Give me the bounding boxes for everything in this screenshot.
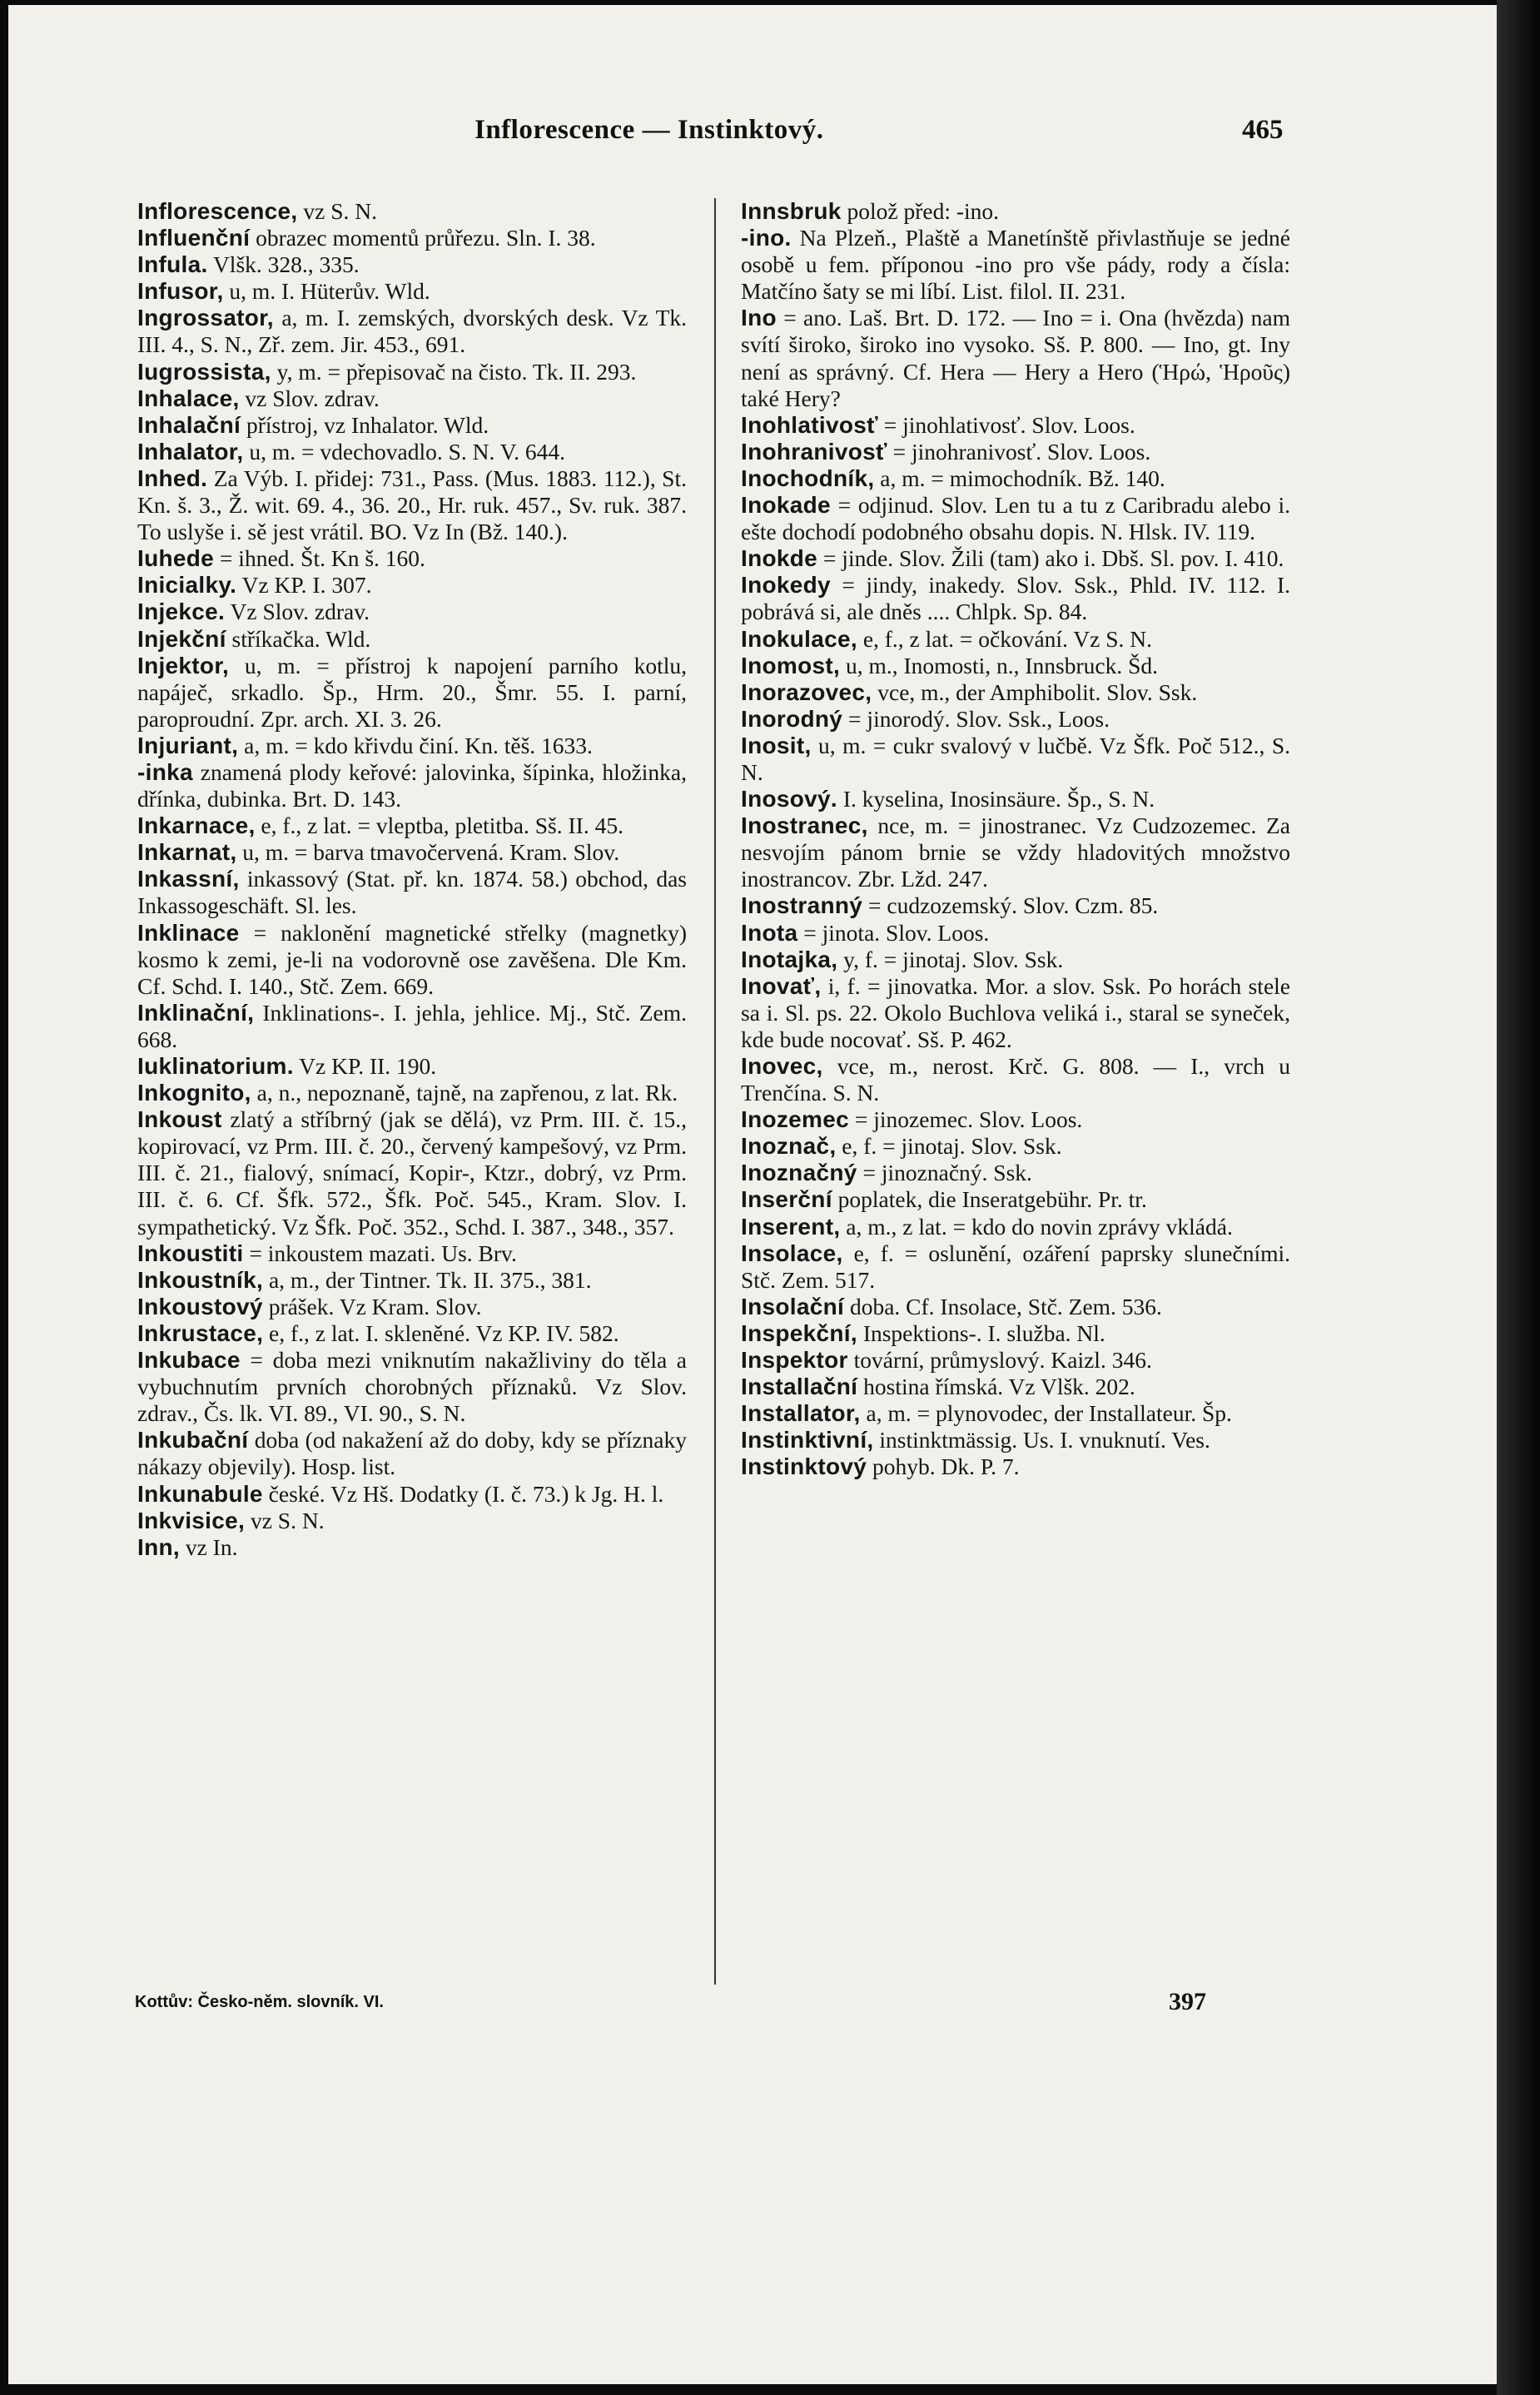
entry-definition: Inspektions-. I. služba. Nl. bbox=[862, 1319, 1105, 1346]
dictionary-entry bbox=[741, 1320, 1290, 1347]
dictionary-entry bbox=[741, 973, 1290, 1053]
entry-headword: Inhalace, bbox=[137, 385, 240, 411]
entry-headword: Inkarnat, bbox=[137, 839, 237, 866]
dictionary-entry bbox=[741, 1374, 1290, 1400]
entry-headword: Inn, bbox=[137, 1533, 180, 1560]
dictionary-entry bbox=[741, 679, 1290, 706]
entry-definition: zlatý a stříbrný (jak se dělá), vz Prm. III. č. 15., kopirovací, vz Prm. III. č. 20., červený kampešový, vz Prm. III. č. 21., fialový, snímací, Kopir-, Ktzr., dobrý, vz Prm. III. č. 6. Cf. Šfk. 572., Šfk. Poč. 545., Kram. Slov. I. sympathetický. Vz Šfk. Poč. 352., Schd. I. 387., 348., 357. bbox=[137, 1106, 688, 1240]
entry-headword: Inklinační, bbox=[137, 999, 255, 1026]
dictionary-entry bbox=[137, 1294, 687, 1320]
entry-headword: Inserční bbox=[741, 1186, 832, 1213]
entry-headword: Inkrustace, bbox=[137, 1319, 264, 1346]
entry-definition: = jinohranivosť. Slov. Loos. bbox=[892, 438, 1151, 465]
entry-definition: u, m. = cukr svalový v lučbě. Vz Šfk. Poč 512., S. N. bbox=[741, 732, 1290, 785]
entry-headword: Inorodný bbox=[741, 705, 843, 732]
entry-headword: Inkubační bbox=[137, 1427, 249, 1453]
entry-definition: vce, m., der Amphibolit. Slov. Ssk. bbox=[877, 678, 1198, 705]
entry-definition: a, m. = plynovodec, der Installateur. Šp. bbox=[866, 1400, 1232, 1427]
entry-definition: = jinohlativosť. Slov. Loos. bbox=[883, 411, 1135, 438]
entry-definition: u, m., Inomosti, n., Innsbruck. Šd. bbox=[845, 652, 1159, 678]
dictionary-entry bbox=[137, 1534, 687, 1561]
dictionary-entry bbox=[137, 385, 687, 412]
entry-definition: polož před: -ino. bbox=[847, 198, 1000, 224]
entry-definition: a, m., der Tintner. Tk. II. 375., 381. bbox=[268, 1266, 592, 1293]
dictionary-entry bbox=[137, 1481, 687, 1508]
scanned-page bbox=[8, 5, 1497, 2384]
header-title: Inflorescence — Instinktový. bbox=[474, 115, 824, 145]
entry-headword: Infula. bbox=[137, 251, 208, 278]
entry-headword: Inkoust bbox=[137, 1106, 222, 1133]
entry-headword: Iuhede bbox=[137, 545, 215, 572]
entry-headword: Injektor, bbox=[137, 652, 230, 678]
entry-headword: Inkvisice, bbox=[137, 1507, 246, 1533]
entry-headword: Inicialky. bbox=[137, 572, 237, 599]
entry-headword: Inosový. bbox=[741, 786, 837, 812]
entry-definition: doba. Cf. Insolace, Stč. Zem. 536. bbox=[849, 1293, 1162, 1319]
entry-headword: Influenční bbox=[137, 225, 251, 251]
entry-definition: Vz KP. II. 190. bbox=[299, 1053, 437, 1079]
entry-headword: Inohlativosť bbox=[741, 411, 878, 438]
entry-definition: tovární, průmyslový. Kaizl. 346. bbox=[853, 1347, 1152, 1374]
entry-definition: stříkačka. Wld. bbox=[231, 625, 371, 652]
entry-headword: Inokde bbox=[741, 545, 818, 572]
dictionary-entry bbox=[137, 759, 687, 812]
dictionary-entry bbox=[137, 251, 687, 278]
entry-definition: prášek. Vz Kram. Slov. bbox=[268, 1293, 482, 1319]
dictionary-entry bbox=[741, 492, 1290, 545]
dictionary-entry bbox=[137, 465, 687, 545]
dictionary-entry bbox=[741, 626, 1290, 653]
entry-definition: e, f. = oslunění, ozáření paprsky slunečními. Stč. Zem. 517. bbox=[741, 1240, 1291, 1293]
entry-headword: Iuklinatorium. bbox=[137, 1053, 294, 1079]
entry-definition: e, f., z lat. = očkování. Vz S. N. bbox=[862, 625, 1153, 652]
entry-definition: u, m. I. Hüterův. Wld. bbox=[229, 278, 430, 305]
dictionary-entry bbox=[137, 198, 687, 225]
dictionary-entry bbox=[137, 1347, 687, 1427]
dictionary-entry bbox=[741, 733, 1290, 786]
dictionary-entry bbox=[741, 305, 1290, 411]
entry-headword: Inserent, bbox=[741, 1213, 841, 1240]
entry-headword: Inkubace bbox=[137, 1347, 241, 1374]
entry-definition: vz In. bbox=[185, 1533, 238, 1560]
dictionary-entry bbox=[741, 465, 1290, 492]
dictionary-entry bbox=[741, 892, 1290, 919]
entry-definition: u, m. = barva tmavočervená. Kram. Slov. bbox=[242, 839, 620, 866]
entry-headword: Inorazovec, bbox=[741, 678, 872, 705]
dictionary-entry bbox=[741, 786, 1290, 812]
entry-headword: Inoznačný bbox=[741, 1160, 857, 1186]
entry-headword: Inhalator, bbox=[137, 438, 244, 465]
dictionary-entry bbox=[741, 1294, 1290, 1320]
entry-definition: = jinoznačný. Ssk. bbox=[862, 1160, 1032, 1186]
entry-headword: Installator, bbox=[741, 1400, 861, 1427]
entry-definition: Na Plzeň., Plaště a Manetínště přivlastňuje se jedné osobě u fem. příponou -ino pro vše pády, rody a čísla: Matčíno šaty se mi líbí. List. filol. II. 231. bbox=[741, 225, 1290, 305]
entry-headword: Insolační bbox=[741, 1293, 845, 1319]
dictionary-entry bbox=[137, 305, 687, 358]
entry-headword: Injekce. bbox=[137, 599, 226, 625]
entry-headword: Inkognito, bbox=[137, 1080, 251, 1106]
sheet-number: 397 bbox=[1169, 1988, 1206, 2015]
dictionary-entry bbox=[741, 947, 1290, 973]
entry-headword: Inota bbox=[741, 919, 798, 946]
dictionary-entry bbox=[741, 920, 1290, 947]
entry-definition: a, m. = mimochodník. Bž. 140. bbox=[880, 465, 1165, 491]
entry-definition: = cudzozemský. Slov. Czm. 85. bbox=[868, 892, 1159, 919]
entry-headword: Insolace, bbox=[741, 1240, 843, 1266]
entry-definition: = naklonění magnetické střelky (magnetky) kosmo k zemi, je-li na vodorovně ose zavěšena. Dle Km. Cf. Schd. I. 140., Stč. Zem. 669. bbox=[137, 919, 687, 999]
dictionary-entry bbox=[137, 1080, 687, 1106]
dictionary-entry bbox=[137, 653, 687, 733]
dictionary-entry bbox=[741, 1133, 1290, 1160]
entry-definition: nce, m. = jinostranec. Vz Cudzozemec. Za nesvojím pánom brnie se vždy hladovitých množstvo inostrancov. Zbr. Lžd. 247. bbox=[741, 812, 1291, 892]
entry-definition: = doba mezi vniknutím nakažliviny do těla a vybuchnutím prvních chorobných příznaků. Vz Slov. zdrav., Čs. lk. VI. 89., VI. 90., S. N. bbox=[137, 1347, 688, 1427]
entry-headword: Inosit, bbox=[741, 732, 812, 758]
page-number: 465 bbox=[1242, 115, 1284, 145]
entry-definition: Vlšk. 328., 335. bbox=[212, 251, 360, 278]
dictionary-entry bbox=[137, 412, 687, 439]
dictionary-entry bbox=[137, 812, 687, 839]
dictionary-entry bbox=[741, 653, 1290, 679]
entry-headword: Inotajka, bbox=[741, 946, 838, 972]
entry-definition: = ihned. Št. Kn š. 160. bbox=[219, 545, 425, 572]
dictionary-entry bbox=[741, 198, 1290, 225]
entry-definition: u, m. = přístroj k napojení parního kotlu, napáječ, srkadlo. Šp., Hrm. 20., Šmr. 55. I. parní, paroproudní. Zpr. arch. XI. 3. 26. bbox=[137, 652, 687, 732]
entry-definition: Vz Slov. zdrav. bbox=[230, 599, 370, 625]
entry-headword: Inochodník, bbox=[741, 465, 875, 491]
dictionary-entry bbox=[137, 1320, 687, 1347]
entry-headword: Ingrossator, bbox=[137, 305, 274, 331]
dictionary-entry bbox=[137, 278, 687, 305]
running-header bbox=[8, 115, 1497, 157]
entry-headword: Inkoustiti bbox=[137, 1240, 244, 1266]
entry-definition: a, m., z lat. = kdo do novin zprávy vkládá. bbox=[846, 1213, 1233, 1240]
entry-definition: = jindy, inakedy. Slov. Ssk., Phld. IV. 112. I. pobrává si, ale dněs .... Chlpk. Sp. 84. bbox=[741, 572, 1291, 625]
entry-headword: Ino bbox=[741, 305, 777, 331]
entry-definition: u, m. = vdechovadlo. S. N. V. 644. bbox=[249, 438, 565, 465]
entry-headword: Inspekční, bbox=[741, 1319, 857, 1346]
dictionary-entry bbox=[741, 412, 1290, 439]
dictionary-entry bbox=[741, 572, 1290, 625]
dictionary-entry bbox=[137, 1053, 687, 1080]
dictionary-entry bbox=[137, 1427, 687, 1480]
entry-definition: přístroj, vz Inhalator. Wld. bbox=[246, 411, 489, 438]
dictionary-entry bbox=[137, 359, 687, 385]
dictionary-entry bbox=[137, 572, 687, 599]
right-column bbox=[741, 198, 1290, 1481]
dictionary-entry bbox=[137, 839, 687, 866]
dictionary-entry bbox=[137, 1240, 687, 1267]
entry-definition: e, f. = jinotaj. Slov. Ssk. bbox=[842, 1133, 1062, 1160]
dictionary-entry bbox=[137, 1508, 687, 1534]
entry-definition: pohyb. Dk. P. 7. bbox=[872, 1453, 1020, 1480]
dictionary-entry bbox=[741, 1214, 1290, 1240]
entry-definition: doba (od nakažení až do doby, kdy se příznaky nákazy objevily). Hosp. list. bbox=[137, 1427, 688, 1480]
entry-headword: Inostranec, bbox=[741, 812, 868, 839]
entry-definition: = jinorodý. Slov. Ssk., Loos. bbox=[848, 705, 1110, 732]
entry-headword: Inomost, bbox=[741, 652, 841, 678]
entry-headword: -inka bbox=[137, 758, 193, 785]
entry-definition: i, f. = jinovatka. Mor. a slov. Ssk. Po horách stele sa i. Sl. ps. 22. Okolo Buchlova veliká i., staral se syneček, kde bude nocovať. Sš. P. 462. bbox=[741, 972, 1291, 1052]
dictionary-entry bbox=[137, 225, 687, 251]
entry-definition: = jinde. Slov. Žili (tam) ako i. Dbš. Sl. pov. I. 410. bbox=[822, 545, 1284, 572]
entry-headword: Inovať, bbox=[741, 972, 822, 999]
entry-headword: Inohranivosť bbox=[741, 438, 887, 465]
entry-definition: české. Vz Hš. Dodatky (I. č. 73.) k Jg. H. l. bbox=[268, 1480, 664, 1507]
entry-definition: = ano. Laš. Brt. D. 172. — Ino = i. Ona (hvězda) nam svítí široko, široko ino vysoko. Sš. P. 800. — Ino, gt. Iny není as správný. Cf. Hera — Hery a Hero (Ἡρώ, Ἡροῦς) také Hery? bbox=[741, 305, 1290, 411]
entry-headword: Inokade bbox=[741, 492, 831, 519]
entry-definition: vce, m., nerost. Krč. G. 808. — I., vrch u Trenčína. S. N. bbox=[741, 1053, 1290, 1106]
dictionary-entry bbox=[137, 1000, 687, 1053]
dictionary-entry bbox=[741, 545, 1290, 572]
entry-headword: Inovec, bbox=[741, 1053, 823, 1079]
entry-headword: Inostranný bbox=[741, 892, 863, 919]
entry-definition: poplatek, die Inseratgebühr. Pr. tr. bbox=[837, 1186, 1147, 1213]
dictionary-entry bbox=[137, 599, 687, 625]
dictionary-entry bbox=[137, 626, 687, 653]
entry-headword: Instinktivní, bbox=[741, 1427, 874, 1453]
entry-definition: hostina římská. Vz Vlšk. 202. bbox=[863, 1374, 1135, 1400]
dictionary-entry bbox=[137, 1106, 687, 1240]
dictionary-entry bbox=[741, 706, 1290, 733]
entry-definition: e, f., z lat. = vleptba, pletitba. Sš. II. 45. bbox=[261, 812, 623, 839]
entry-definition: Inklinations-. I. jehla, jehlice. Mj., Stč. Zem. 668. bbox=[137, 999, 687, 1052]
entry-definition: = odjinud. Slov. Len tu a tu z Caribradu alebo i. ešte dochodí podobného obsahu dopis. N. Hlsk. IV. 119. bbox=[741, 492, 1290, 545]
entry-headword: Inspektor bbox=[741, 1347, 848, 1374]
entry-definition: Vz KP. I. 307. bbox=[241, 572, 372, 599]
dictionary-entry bbox=[741, 1400, 1290, 1427]
dictionary-entry bbox=[741, 812, 1290, 892]
entry-headword: Inkarnace, bbox=[137, 812, 256, 839]
dictionary-entry bbox=[137, 1267, 687, 1294]
entry-headword: Inkunabule bbox=[137, 1480, 263, 1507]
dictionary-entry bbox=[137, 545, 687, 572]
entry-definition: e, f., z lat. I. skleněné. Vz KP. IV. 582. bbox=[269, 1319, 619, 1346]
entry-definition: a, n., nepoznaně, tajně, na zapřenou, z lat. Rk. bbox=[256, 1080, 678, 1106]
dictionary-entry bbox=[741, 1053, 1290, 1106]
entry-definition: a, m. = kdo křivdu činí. Kn. těš. 1633. bbox=[244, 732, 593, 758]
entry-definition: = inkoustem mazati. Us. Brv. bbox=[249, 1240, 517, 1266]
entry-headword: Inkoustový bbox=[137, 1293, 263, 1319]
entry-headword: Inkoustník, bbox=[137, 1266, 264, 1293]
entry-definition: vz S. N. bbox=[303, 198, 378, 224]
entry-headword: -ino. bbox=[741, 225, 792, 251]
entry-headword: Inhalační bbox=[137, 411, 241, 438]
dictionary-entry bbox=[137, 439, 687, 465]
dictionary-entry bbox=[741, 1186, 1290, 1213]
entry-definition: I. kyselina, Inosinsäure. Šp., S. N. bbox=[842, 786, 1155, 812]
entry-definition: instinktmässig. Us. I. vnuknutí. Ves. bbox=[879, 1427, 1210, 1453]
entry-definition: a, m. I. zemských, dvorských desk. Vz Tk. III. 4., S. N., Zř. zem. Jir. 453., 691. bbox=[137, 305, 688, 358]
dictionary-entry bbox=[137, 733, 687, 759]
printer-signature: Kottův: Česko-něm. slovník. VI. bbox=[135, 1993, 384, 2011]
entry-headword: Innsbruk bbox=[741, 198, 842, 224]
entry-headword: Injekční bbox=[137, 625, 226, 652]
dictionary-entry bbox=[137, 866, 687, 919]
entry-headword: Inokedy bbox=[741, 572, 831, 599]
entry-headword: Inflorescence, bbox=[137, 198, 298, 224]
entry-definition: = jinozemec. Slov. Loos. bbox=[854, 1106, 1083, 1133]
entry-headword: Inozemec bbox=[741, 1106, 849, 1133]
dictionary-entry bbox=[741, 1106, 1290, 1133]
dictionary-entry bbox=[741, 1453, 1290, 1480]
dictionary-entry bbox=[137, 920, 687, 1000]
entry-definition: vz S. N. bbox=[250, 1507, 325, 1533]
entry-definition: Za Výb. I. přidej: 731., Pass. (Mus. 1883. 112.), St. Kn. š. 3., Ž. wit. 69. 4., 36. 20., Hr. ruk. 457., Sv. ruk. 387. To uslyše i. sě jest vrátil. BO. Vz In (Bž. 140.). bbox=[137, 465, 687, 545]
dictionary-entry bbox=[741, 1160, 1290, 1186]
entry-headword: Inkassní, bbox=[137, 866, 240, 892]
entry-headword: Inoznač, bbox=[741, 1133, 837, 1160]
left-column bbox=[137, 198, 687, 1561]
entry-definition: znamená plody keřové: jalovinka, šípinka, hložinka, dřínka, dubinka. Brt. D. 143. bbox=[137, 758, 687, 812]
book-binding-edge bbox=[1497, 0, 1540, 2395]
dictionary-entry bbox=[741, 1347, 1290, 1374]
entry-headword: Instinktový bbox=[741, 1453, 867, 1480]
dictionary-entry bbox=[741, 1240, 1290, 1294]
entry-headword: Installační bbox=[741, 1374, 858, 1400]
entry-definition: y, f. = jinotaj. Slov. Ssk. bbox=[843, 946, 1064, 972]
dictionary-entry bbox=[741, 225, 1290, 305]
entry-definition: obrazec momentů průřezu. Sln. I. 38. bbox=[256, 225, 596, 251]
entry-headword: Infusor, bbox=[137, 278, 224, 305]
column-divider bbox=[714, 198, 716, 1985]
entry-definition: y, m. = přepisovač na čisto. Tk. II. 293. bbox=[276, 358, 637, 385]
entry-headword: Inhed. bbox=[137, 465, 208, 491]
dictionary-entry bbox=[741, 439, 1290, 465]
entry-definition: = jinota. Slov. Loos. bbox=[803, 919, 990, 946]
entry-headword: Iugrossista, bbox=[137, 358, 271, 385]
entry-headword: Injuriant, bbox=[137, 732, 239, 758]
dictionary-entry bbox=[741, 1427, 1290, 1453]
entry-headword: Inklinace bbox=[137, 919, 240, 946]
entry-definition: inkassový (Stat. př. kn. 1874. 58.) obchod, das Inkassogeschäft. Sl. les. bbox=[137, 866, 687, 919]
entry-headword: Inokulace, bbox=[741, 625, 857, 652]
entry-definition: vz Slov. zdrav. bbox=[245, 385, 380, 411]
